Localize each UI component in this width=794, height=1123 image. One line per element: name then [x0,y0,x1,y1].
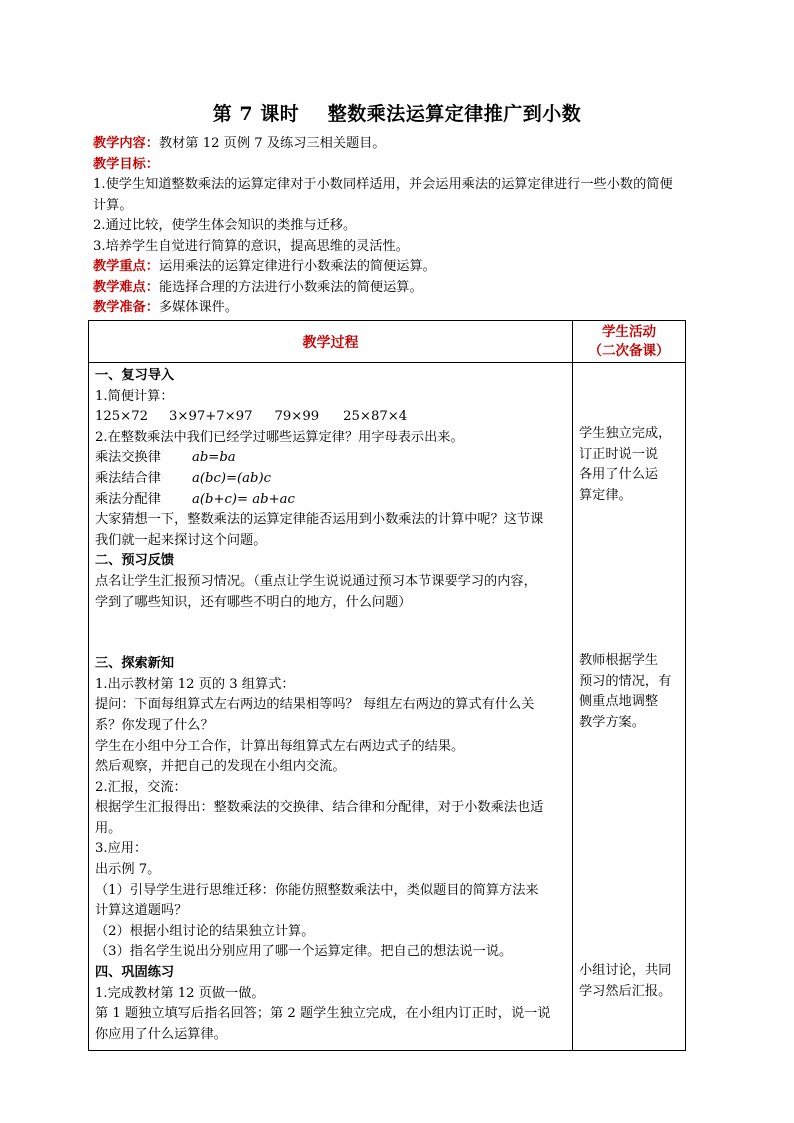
text-line: 1.简便计算： [95,388,174,404]
header-student-activity-line2: （二次备课） [588,342,670,359]
note-line: 学生独立完成， [579,426,672,441]
teaching-process-table [88,320,686,1051]
calc-item: 3×97+7×97 [169,409,253,425]
note-line: 小组讨论，共同 [579,963,672,978]
text-line: 出示例 7。 [95,862,161,878]
law-row [95,490,567,511]
meta-content [93,134,693,155]
text-line: 第 1 题独立填写后指名回答；第 2 题学生独立完成，在小组内订正时，说一说 [95,1006,551,1022]
law-name: 乘法交换律 [95,450,161,466]
header-teaching-process: 教学过程 [89,321,573,363]
text-line: 学生在小组中分工合作，计算出每组算式左右两边式子的结果。 [95,738,465,754]
note-line: 侧重点地调整 [579,694,659,710]
text-line: 2.在整数乘法中我们已经学过哪些运算定律？用字母表示出来。 [95,429,464,445]
goals-label: 教学目标： [93,156,159,172]
meta-difficulty [93,278,693,299]
law-name: 乘法分配律 [95,491,161,507]
text-line: （2）根据小组讨论的结果独立计算。 [95,923,315,939]
law-row [95,469,567,490]
process-cell [89,363,573,1051]
meta-goals-heading [93,155,693,176]
text-line: 提问：下面每组算式左右两边的结果相等吗？ 每组左右两边的算式有什么关 [95,697,535,713]
table-header-row [89,321,686,363]
prep-label: 教学准备： [93,300,159,315]
lesson-meta [93,134,693,319]
text-line: 我们就一起来探讨这个问题。 [95,532,267,548]
note-line: 算定律。 [579,487,632,503]
note-line: 各用了什么运 [579,467,659,483]
difficulty-text: 能选择合理的方法进行小数乘法的简便运算。 [158,279,423,295]
key-text: 运用乘法的运算定律进行小数乘法的简便运算。 [158,259,436,274]
section-preview-heading: 二、预习反馈 [95,553,175,569]
law-row [95,448,567,469]
text-line: 大家猜想一下，整数乘法的运算定律能否运用到小数乘法的计算中呢？这节课 [95,512,544,528]
header-student-activity [573,321,686,363]
goal-3: 3.培养学生自觉进行简算的意识，提高思维的灵活性。 [93,238,409,254]
spacer [95,613,567,654]
note-line: 学习然后汇报。 [579,983,672,999]
page-title: 第 7 课时 整数乘法运算定律推广到小数 [212,103,582,125]
content-text: 教材第 12 页例 7 及练习三相关题目。 [158,136,386,151]
prep-text: 多媒体课件。 [158,300,239,315]
note-line: 教师根据学生 [579,653,659,668]
activity-note-1 [579,424,681,506]
table-body-row [89,363,686,1051]
activity-note-2 [579,651,681,733]
text-line: 学到了哪些知识，还有哪些不明白的地方，什么问题） [95,594,412,610]
content-label: 教学内容： [93,136,159,151]
calc-item: 125×72 [95,409,149,425]
text-line: 你应用了什么运算律。 [95,1026,227,1042]
text-line: 用。 [95,820,122,836]
goal-1a: 1.使学生知道整数乘法的运算定律对于小数同样适用，并会运用乘法的运算定律进行一些小数的简便 [93,177,673,192]
calc-item: 79×99 [274,409,320,425]
note-line: 预习的情况，有 [579,673,672,689]
calc-item: 25×87×4 [343,409,408,425]
law-formula: ab=ba [192,450,236,466]
activity-cell [573,363,686,1051]
section-review-heading: 一、复习导入 [95,368,175,383]
header-student-activity-line1: 学生活动 [602,323,656,340]
difficulty-label: 教学难点： [93,279,159,295]
note-line: 订正时说一说 [579,446,659,462]
text-line: （1）引导学生进行思维迁移：你能仿照整数乘法中，类似题目的简算方法来 [95,882,539,898]
goal-2: 2.通过比较，使学生体会知识的类推与迁移。 [93,218,357,233]
section-explore-heading: 三、探索新知 [95,656,175,672]
text-line: 3.应用： [95,841,148,857]
law-formula: a(b+c)= ab+ac [192,491,295,507]
section-practice-heading: 四、巩固练习 [95,965,175,981]
text-line: 1.完成教材第 12 页做一做。 [95,985,265,1001]
note-line: 教学方案。 [579,714,645,730]
text-line: 系？你发现了什么？ [95,717,214,733]
calc-row [95,407,567,428]
text-line: 计算这道题吗？ [95,903,188,919]
text-line: 根据学生汇报得出：整数乘法的交换律、结合律和分配律，对于小数乘法也适 [95,800,544,816]
text-line: （3）指名学生说出分别应用了哪一个运算定律。把自己的想法说一说。 [95,944,513,960]
text-line: 1.出示教材第 12 页的 3 组算式： [95,676,295,692]
meta-preparation [93,298,693,319]
law-name: 乘法结合律 [95,470,161,486]
key-label: 教学重点： [93,259,159,274]
law-formula: a(bc)=(ab)c [192,470,272,486]
activity-note-3 [579,961,681,1002]
text-line: 点名让学生汇报预习情况。（重点让学生说说通过预习本节课要学习的内容， [95,573,537,589]
goal-1b: 计算。 [93,197,133,213]
meta-key-point [93,257,693,278]
text-line: 2.汇报，交流： [95,779,187,795]
text-line: 然后观察，并把自己的发现在小组内交流。 [95,759,346,775]
